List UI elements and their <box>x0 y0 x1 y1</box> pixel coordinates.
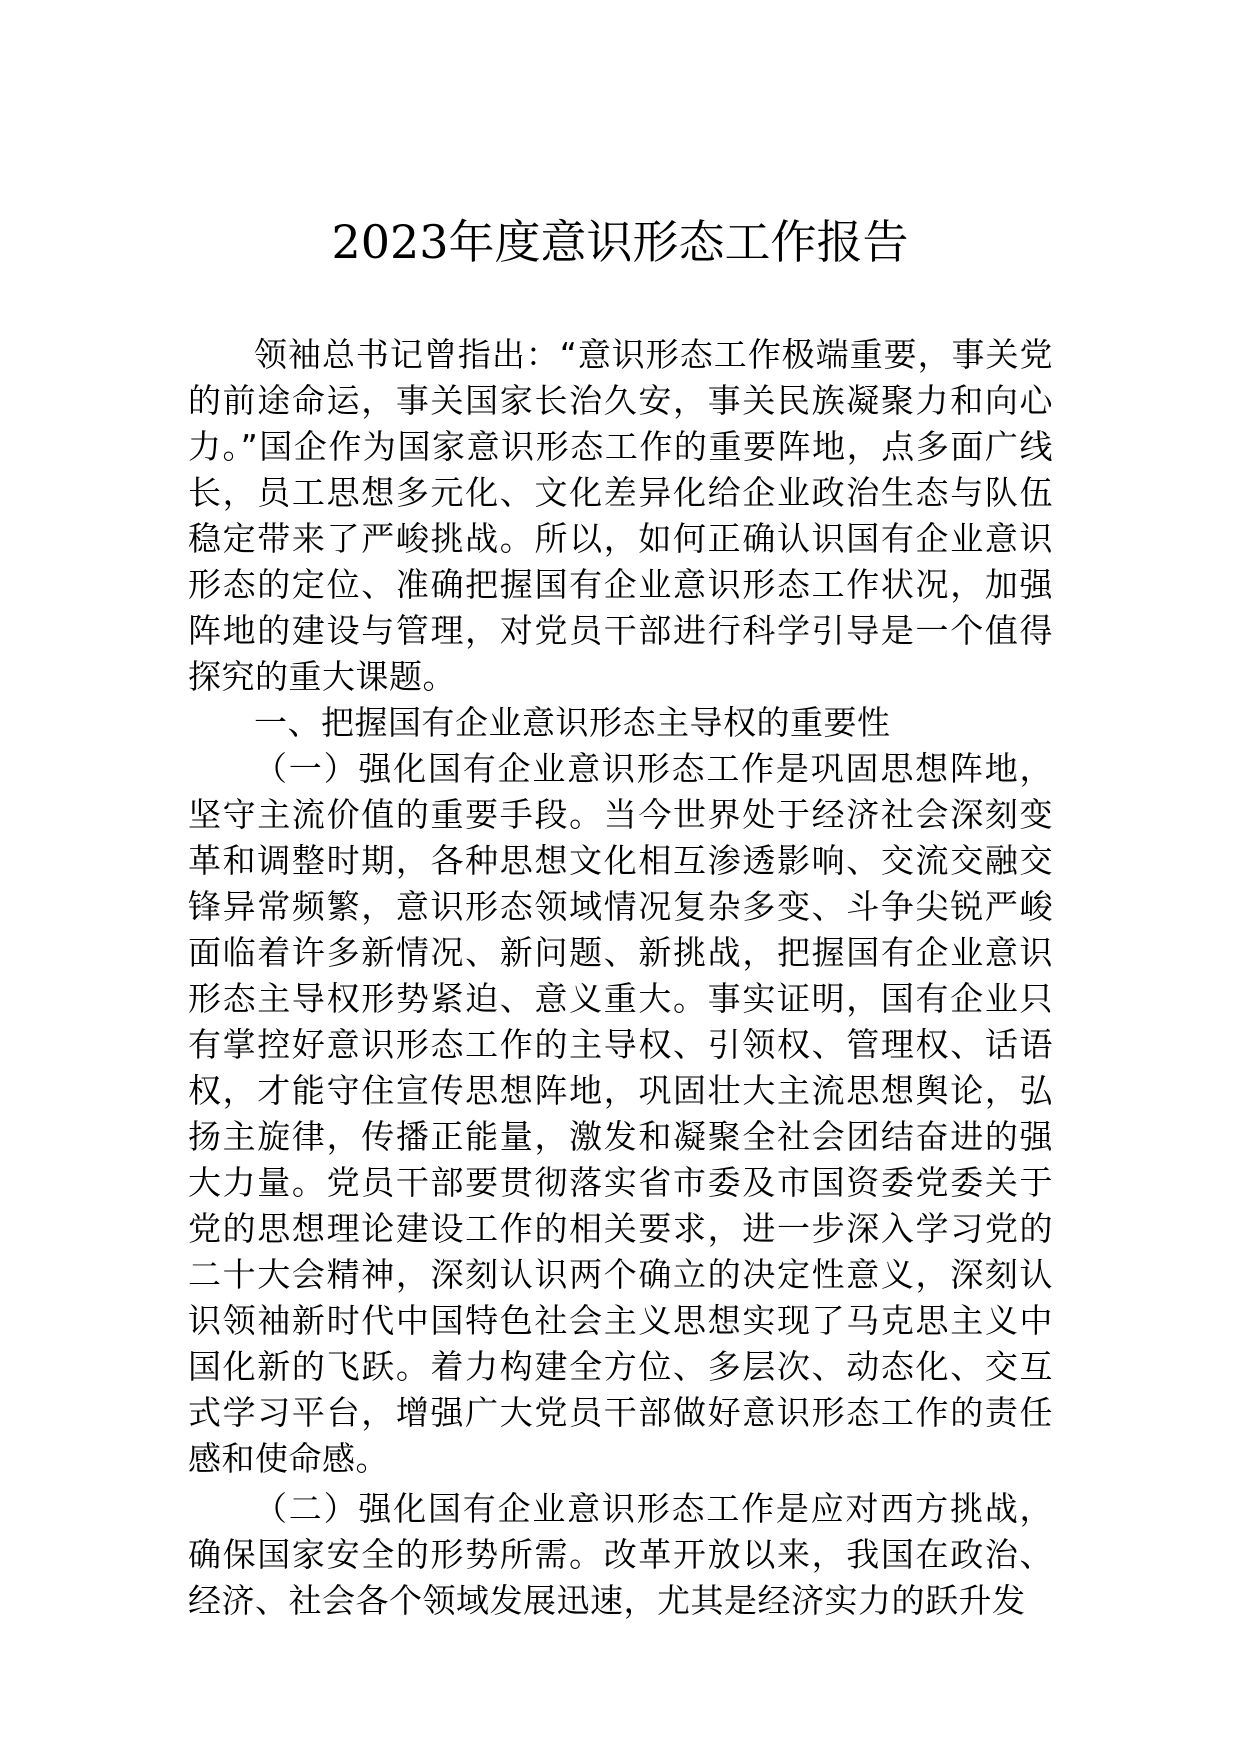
document-title: 2023年度意识形态工作报告 <box>331 215 909 269</box>
paragraph-intro: 领袖总书记曾指出：“意识形态工作极端重要，事关党的前途命运，事关国家长治久安，事关民族凝聚力和向心力。”国企作为国家意识形态工作的重要阵地，点多面广线长，员工思想多元化、文化差异化给企业政治生态与队伍稳定带来了严峻挑战。所以，如何正确认识国有企业意识形态的定位、准确把握国有企业意识形态工作状况，加强阵地的建设与管理，对党员干部进行科学引导是一个值得探究的重大课题。 <box>188 335 1053 696</box>
paragraph-section-1-2: （二）强化国有企业意识形态工作是应对西方挑战，确保国家安全的形势所需。改革开放以来，我国在政治、经济、社会各个领域发展迅速，尤其是经济实力的跃升发 <box>188 1489 1053 1620</box>
document-body <box>188 332 1053 1624</box>
section-heading-1: 一、把握国有企业意识形态主导权的重要性 <box>254 703 891 742</box>
paragraph-section-1-1: （一）强化国有企业意识形态工作是巩固思想阵地，坚守主流价值的重要手段。当今世界处于经济社会深刻变革和调整时期，各种思想文化相互渗透影响、交流交融交锋异常频繁，意识形态领域情况复杂多变、斗争尖锐严峻面临着许多新情况、新问题、新挑战，把握国有企业意识形态主导权形势紧迫、意义重大。事实证明，国有企业只有掌控好意识形态工作的主导权、引领权、管理权、话语权，才能守住宣传思想阵地，巩固壮大主流思想舆论，弘扬主旋律，传播正能量，激发和凝聚全社会团结奋进的强大力量。党员干部要贯彻落实省市委及市国资委党委关于党的思想理论建设工作的相关要求，进一步深入学习党的二十大会精神，深刻认识两个确立的决定性意义，深刻认识领袖新时代中国特色社会主义思想实现了马克思主义中国化新的飞跃。着力构建全方位、多层次、动态化、交互式学习平台，增强广大党员干部做好意识形态工作的责任感和使命感。 <box>188 749 1053 1478</box>
